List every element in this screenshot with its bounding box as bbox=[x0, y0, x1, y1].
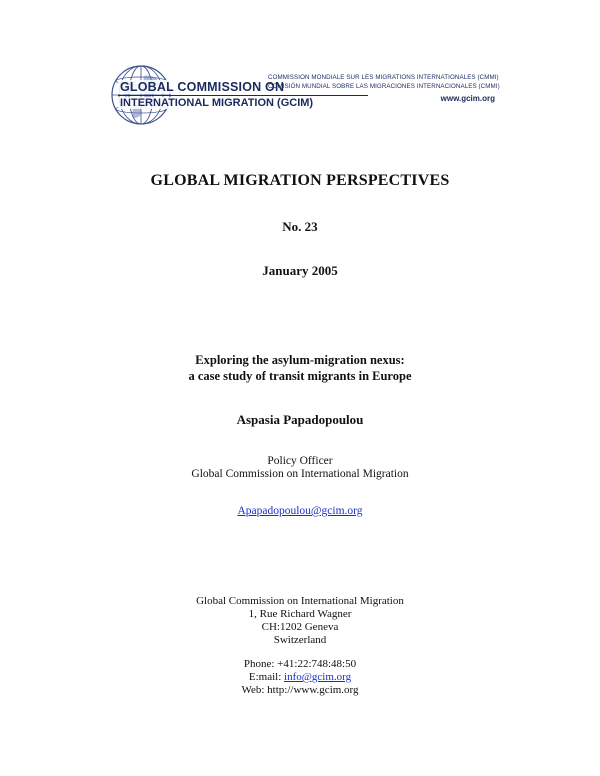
author-organization: Global Commission on International Migration bbox=[191, 468, 409, 480]
author-email-block bbox=[0, 505, 600, 517]
contact-email-link[interactable]: info@gcim.org bbox=[284, 671, 352, 683]
logo-name-line1: GLOBAL COMMISSION ON bbox=[120, 80, 285, 94]
contact-info bbox=[0, 658, 600, 697]
author-position bbox=[0, 455, 600, 481]
gcim-logo bbox=[110, 64, 500, 126]
issue-number: No. 23 bbox=[282, 219, 318, 234]
address-line: CH:1202 Geneva bbox=[261, 621, 339, 633]
series-title: GLOBAL MIGRATION PERSPECTIVES bbox=[150, 172, 450, 189]
web-line: Web: http://www.gcim.org bbox=[241, 684, 359, 696]
logo-divider bbox=[118, 95, 368, 96]
email-label: E:mail: bbox=[248, 671, 285, 683]
address-line: Global Commission on International Migration bbox=[196, 595, 404, 607]
address-line: Switzerland bbox=[273, 634, 327, 646]
author-name: Aspasia Papadopoulou bbox=[236, 412, 364, 427]
logo-spanish-name: COMISIÓN MUNDIAL SOBRE LAS MIGRACIONES INTERNACIONALES (CMMI) bbox=[268, 83, 500, 90]
author-email-link[interactable]: Apapadopoulou@gcim.org bbox=[237, 505, 363, 517]
publication-date: January 2005 bbox=[262, 263, 338, 278]
author-role: Policy Officer bbox=[267, 455, 333, 467]
phone-line: Phone: +41:22:748:48:50 bbox=[243, 658, 357, 670]
paper-title-line1: Exploring the asylum-migration nexus: bbox=[195, 353, 405, 367]
logo-name-line2: INTERNATIONAL MIGRATION (GCIM) bbox=[120, 97, 314, 109]
logo-french-name: COMMISSION MONDIALE SUR LES MIGRATIONS INTERNATIONALES (CMMI) bbox=[268, 74, 499, 81]
logo-website: www.gcim.org bbox=[440, 94, 495, 103]
paper-title bbox=[0, 352, 600, 384]
postal-address bbox=[0, 595, 600, 647]
email-line bbox=[0, 671, 600, 684]
address-line: 1, Rue Richard Wagner bbox=[248, 608, 352, 620]
paper-title-line2: a case study of transit migrants in Europe bbox=[188, 369, 412, 383]
